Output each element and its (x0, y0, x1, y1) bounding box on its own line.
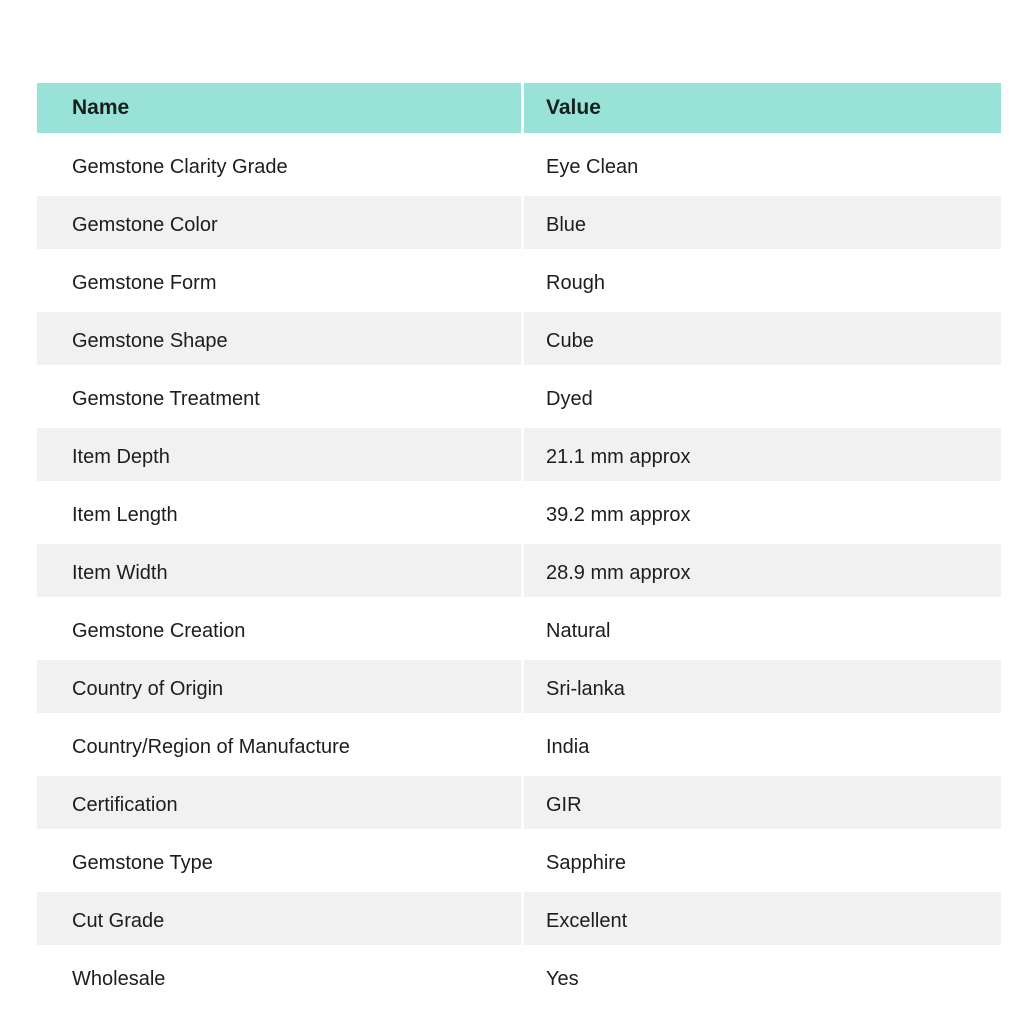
table-row (37, 834, 1001, 892)
spec-name-cell: Gemstone Type (37, 834, 521, 892)
spec-value-cell: 39.2 mm approx (524, 486, 1001, 544)
table-row (37, 950, 1001, 1008)
spec-name-cell: Item Length (37, 486, 521, 544)
spec-value-cell: 21.1 mm approx (524, 428, 1001, 486)
spec-name-cell: Country of Origin (37, 660, 521, 718)
spec-name-cell: Gemstone Creation (37, 602, 521, 660)
spec-value-cell: Dyed (524, 370, 1001, 428)
table-row (37, 718, 1001, 776)
spec-name-cell: Country/Region of Manufacture (37, 718, 521, 776)
spec-name-cell: Gemstone Clarity Grade (37, 138, 521, 196)
table-row (37, 428, 1001, 486)
spec-value-cell: Yes (524, 950, 1001, 1008)
spec-value-cell: 28.9 mm approx (524, 544, 1001, 602)
spec-value-cell: Natural (524, 602, 1001, 660)
table-row (37, 138, 1001, 196)
table-row (37, 312, 1001, 370)
spec-name-cell: Gemstone Shape (37, 312, 521, 370)
spec-value-cell: Blue (524, 196, 1001, 254)
spec-value-cell: Cube (524, 312, 1001, 370)
spec-name-cell: Wholesale (37, 950, 521, 1008)
spec-value-cell: Sri-lanka (524, 660, 1001, 718)
column-header-value: Value (524, 83, 1001, 133)
table-body (37, 138, 1001, 1008)
table-row (37, 486, 1001, 544)
table-header-row (37, 83, 1001, 133)
spec-name-cell: Gemstone Color (37, 196, 521, 254)
table-row (37, 544, 1001, 602)
spec-value-cell: Eye Clean (524, 138, 1001, 196)
table-row (37, 196, 1001, 254)
item-specifics-table (37, 83, 1001, 1008)
table-row (37, 602, 1001, 660)
spec-name-cell: Cut Grade (37, 892, 521, 950)
spec-name-cell: Gemstone Treatment (37, 370, 521, 428)
spec-value-cell: Sapphire (524, 834, 1001, 892)
spec-value-cell: GIR (524, 776, 1001, 834)
spec-name-cell: Gemstone Form (37, 254, 521, 312)
spec-name-cell: Certification (37, 776, 521, 834)
spec-value-cell: India (524, 718, 1001, 776)
table-row (37, 370, 1001, 428)
table-row (37, 776, 1001, 834)
table-row (37, 892, 1001, 950)
spec-value-cell: Excellent (524, 892, 1001, 950)
spec-value-cell: Rough (524, 254, 1001, 312)
spec-name-cell: Item Depth (37, 428, 521, 486)
table-row (37, 254, 1001, 312)
spec-name-cell: Item Width (37, 544, 521, 602)
table-row (37, 660, 1001, 718)
column-header-name: Name (37, 83, 521, 133)
